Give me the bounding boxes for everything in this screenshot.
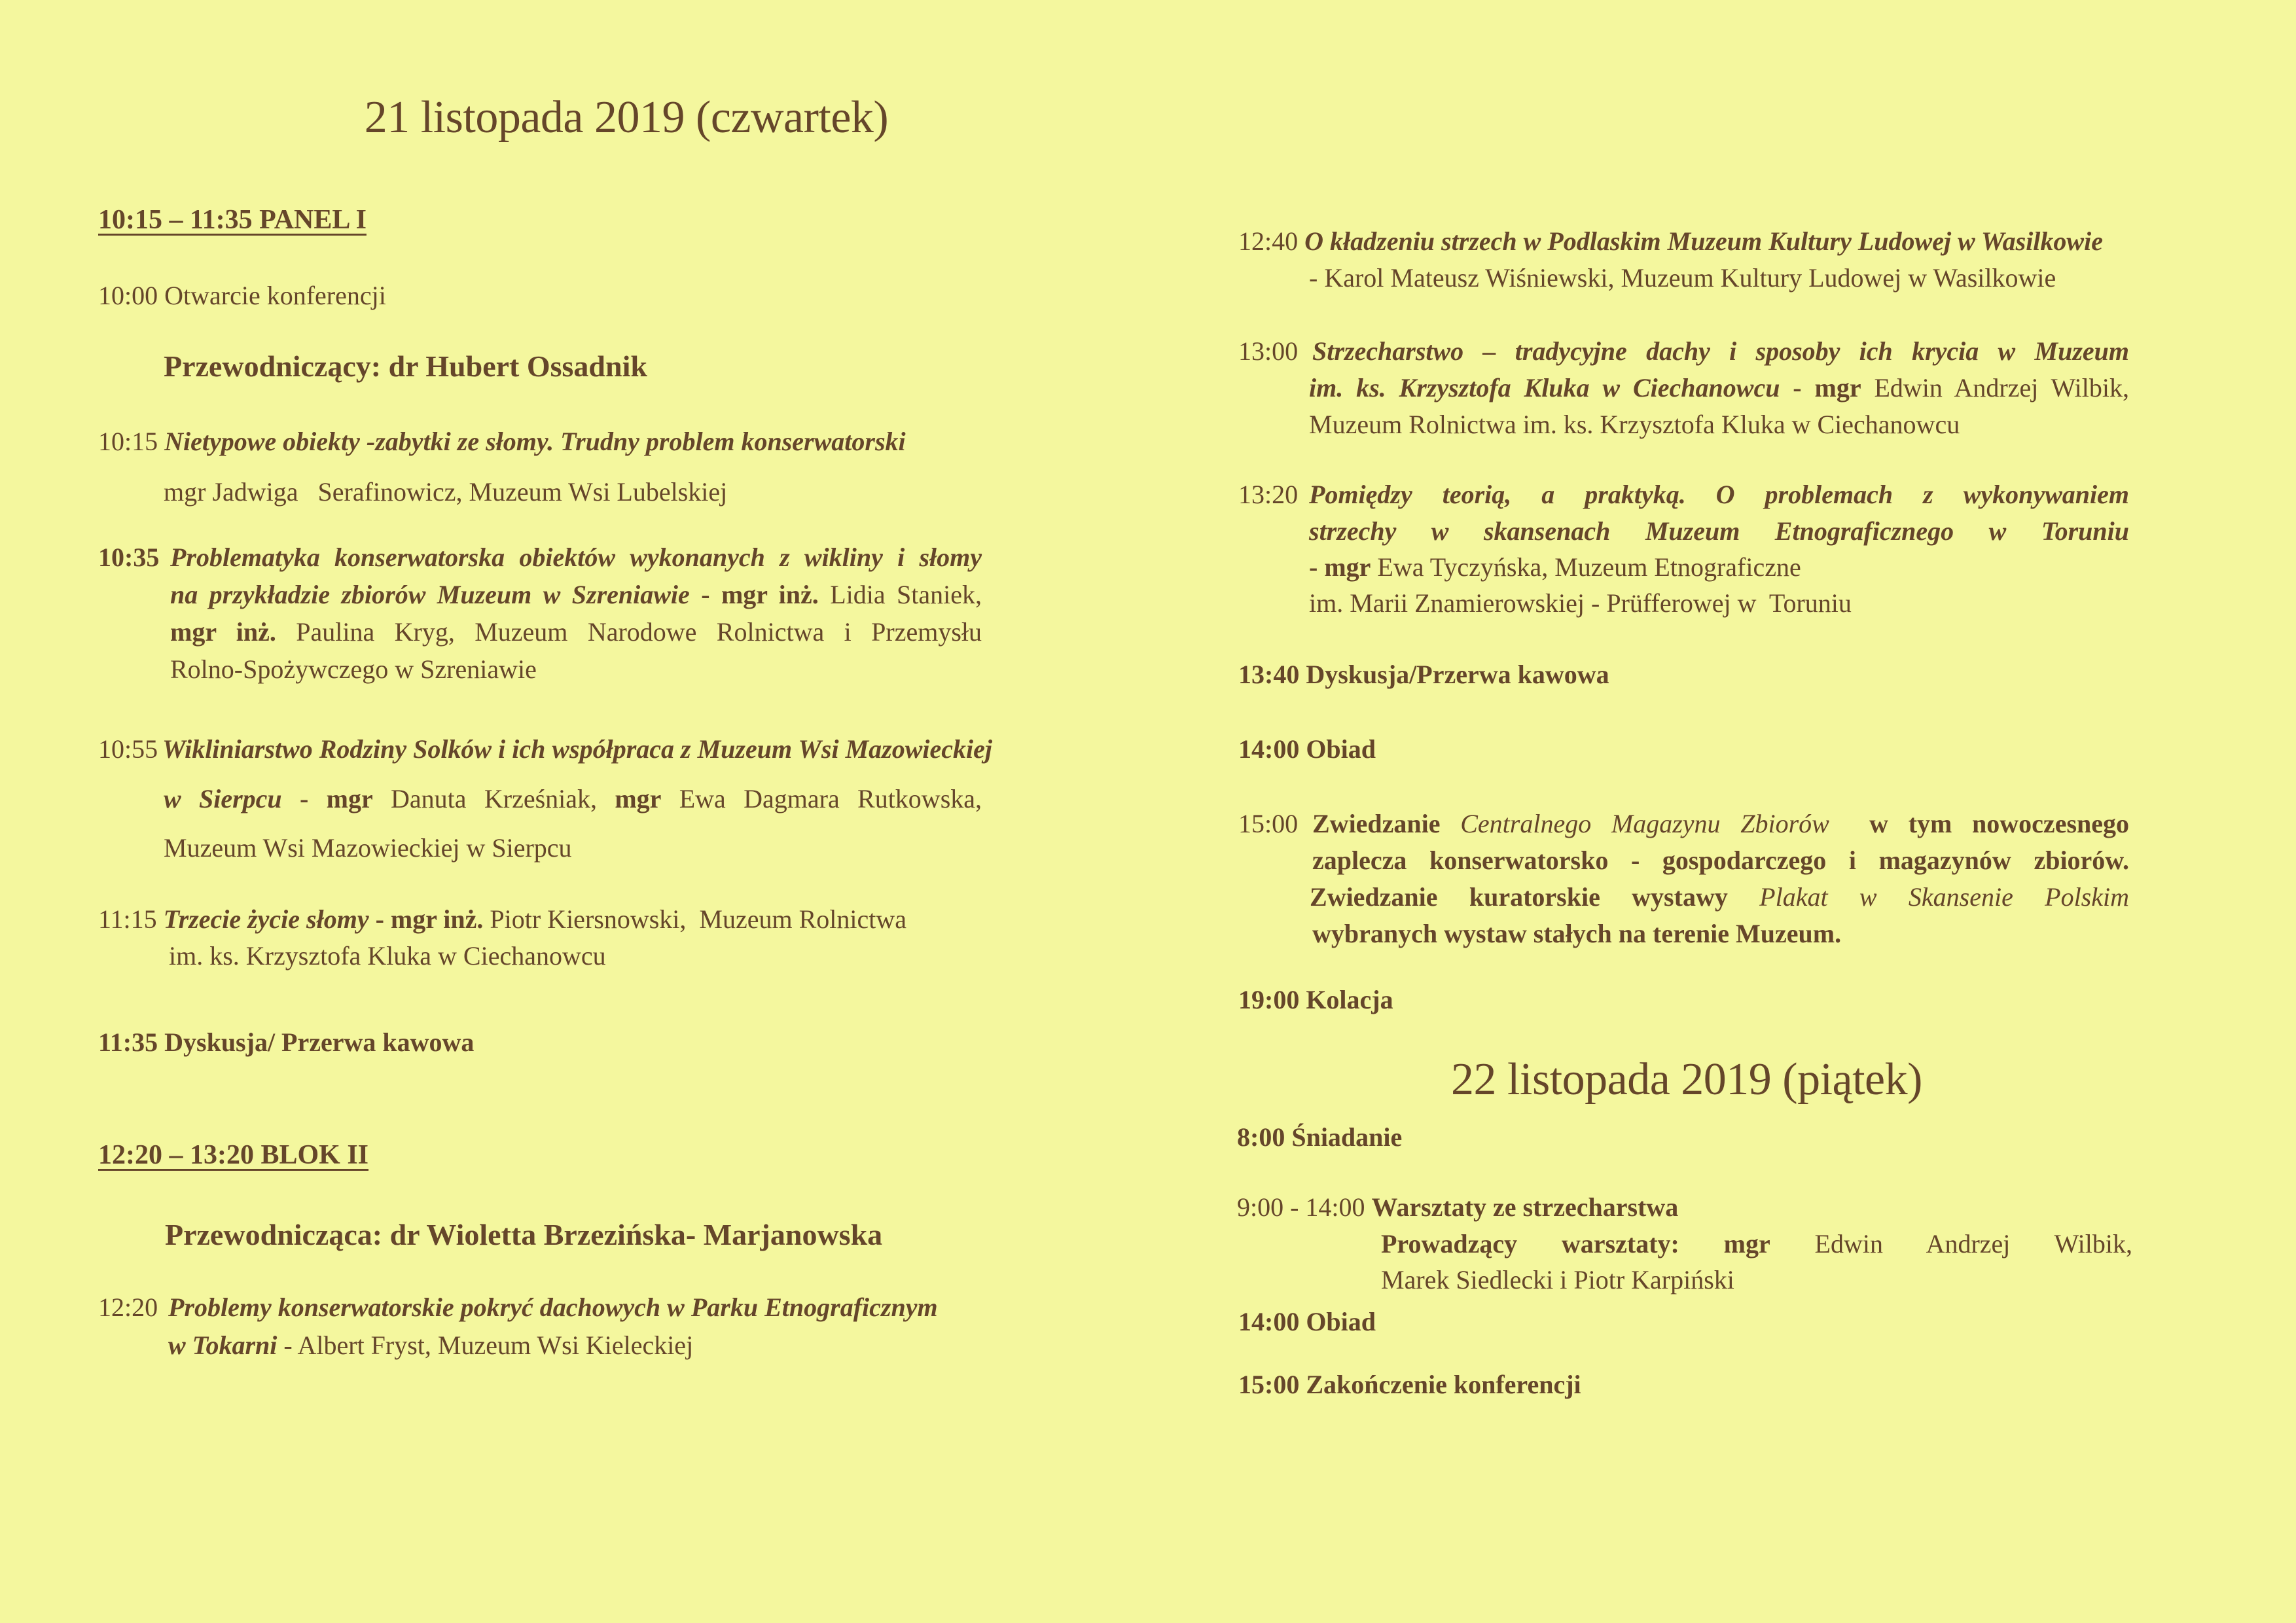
workshop-leaders-l1 [1381, 1231, 2132, 1267]
dinner: 19:00 Kolacja [1238, 985, 1393, 1014]
breakfast: 8:00 Śniadanie [1237, 1122, 1403, 1152]
workshop-leaders-l2: Marek Siedlecki i Piotr Karpiński [1381, 1265, 1734, 1294]
tour-exhibit-label: Zwiedzanie kuratorskie wystawy [1310, 882, 1728, 912]
sep: - [689, 580, 721, 609]
break-1340: 13:40 Dyskusja/Przerwa kawowa [1238, 660, 1609, 689]
speaker: Lidia Staniek, [818, 580, 982, 609]
sep: - [368, 904, 391, 934]
talk-1015-speaker [164, 479, 727, 505]
talk-affiliation: Rolno-Spożywczego w Szreniawie [170, 654, 537, 684]
tour-label: Zwiedzanie [1312, 809, 1441, 838]
tour-exhibit-title: Plakat w Skansenie Polskim [1759, 882, 2129, 912]
talk-title-cont [1309, 375, 2129, 412]
workshop-item [1237, 1194, 1678, 1221]
talk-1320 [1309, 482, 2129, 616]
talk-1220-time: 12:20 [98, 1293, 158, 1322]
talk-speaker [1309, 554, 2129, 590]
talk-title: O kładzeniu strzech w Podlaskim Muzeum Kultury Ludowej w Wasilkowie [1304, 226, 2103, 256]
talk-title-cont [170, 582, 982, 619]
talk-title: Strzecharstwo – tradycyjne dachy i sposoby ich krycia w Muzeum [1312, 336, 2129, 366]
degree: - mgr [1309, 552, 1371, 582]
block2-heading: 12:20 – 13:20 BLOK II [98, 1140, 369, 1170]
tour-time: 15:00 [1238, 809, 1299, 838]
workshop-leader: Edwin Andrzej Wilbik, [1814, 1229, 2132, 1258]
speaker: Danuta Krześniak, [372, 784, 615, 813]
talk-title-cont [164, 786, 982, 835]
speaker: Edwin Andrzej Wilbik, [1861, 373, 2129, 402]
talk-1240-speaker: - Karol Mateusz Wiśniewski, Muzeum Kultury Ludowej w Wasilkowie [1309, 263, 2056, 293]
speaker: Paulina Kryg, Muzeum Narodowe Rolnictwa i Przemysłu [276, 617, 982, 647]
speaker: Ewa Tyczyńska, Muzeum Etnograficzne [1371, 552, 1801, 582]
day1-title: 21 listopada 2019 (czwartek) [364, 92, 889, 143]
tour-line-3 [1310, 884, 2129, 921]
workshop-leaders-label: Prowadzący warsztaty: mgr [1381, 1229, 1770, 1258]
talk-title: Problemy konserwatorskie pokryć dachowych w Parku Etnograficznym [168, 1293, 938, 1322]
lunch-day2: 14:00 Obiad [1238, 1307, 1376, 1336]
speaker: Ewa Dagmara Rutkowska, [661, 784, 982, 813]
sep: - [281, 784, 327, 813]
talk-title-l2: w Tokarni [168, 1330, 278, 1360]
talk-title-l2: na przykładzie zbiorów Muzeum w Szreniawie [170, 580, 690, 609]
talk-1015 [98, 429, 906, 455]
degree: mgr [164, 477, 206, 507]
workshop-title: Warsztaty ze strzecharstwa [1371, 1192, 1679, 1222]
sep: - [1780, 373, 1815, 402]
break-1135: 11:35 Dyskusja/ Przerwa kawowa [98, 1027, 475, 1057]
degree: mgr [326, 784, 373, 813]
lunch-day1: 14:00 Obiad [1238, 734, 1376, 764]
opening-item: 10:00 Otwarcie konferencji [98, 281, 386, 310]
degree: mgr [615, 784, 662, 813]
talk-speaker-2 [170, 619, 982, 656]
talk-1055-time: 10:55 [98, 734, 158, 764]
speaker: Jadwiga Serafinowicz, Muzeum Wsi Lubelskiej [212, 477, 728, 507]
panel1-heading: 10:15 – 11:35 PANEL I [98, 205, 367, 235]
talk-title: Trzecie życie słomy [163, 904, 369, 934]
day2-title: 22 listopada 2019 (piątek) [1451, 1054, 1922, 1105]
talk-1300 [1309, 336, 2129, 439]
tour-line-1 [1312, 811, 2129, 847]
tour-item [1312, 811, 2129, 947]
talk-affiliation: im. Marii Znamierowskiej - Prüfferowej w Toruniu [1309, 588, 1852, 618]
talk-1220 [168, 1294, 938, 1359]
talk-1115-affiliation: im. ks. Krzysztofa Kluka w Ciechanowcu [169, 941, 606, 971]
degree: mgr inż. [170, 617, 276, 647]
talk-1300-time: 13:00 [1238, 336, 1299, 366]
workshop-leaders [1381, 1231, 2132, 1293]
talk-title: Pomiędzy teorią, a praktyką. O problemach z wykonywaniem [1309, 480, 2129, 509]
talk-title-l2: strzechy w skansenach Muzeum Etnograficznego w Toruniu [1309, 516, 2129, 546]
talk-time: 10:15 [98, 427, 158, 456]
talk-affiliation: Muzeum Wsi Mazowieckiej w Sierpcu [164, 833, 572, 863]
speaker: Piotr Kiersnowski, Muzeum Rolnictwa [483, 904, 906, 934]
talk-title-l2: im. ks. Krzysztofa Kluka w Ciechanowcu [1309, 373, 1780, 402]
talk-1320-time: 13:20 [1238, 480, 1299, 509]
talk-title: Nietypowe obiekty -zabytki ze słomy. Trudny problem konserwatorski [164, 427, 906, 456]
talk-title: Wikliniarstwo Rodziny Solków i ich współpraca z Muzeum Wsi Mazowieckiej [162, 734, 993, 764]
block2-chair: Przewodnicząca: dr Wioletta Brzezińska- Marjanowska [165, 1218, 883, 1251]
talk-1035 [170, 544, 982, 683]
workshop-time: 9:00 - 14:00 [1237, 1192, 1365, 1222]
talk-time: 11:15 [98, 904, 157, 934]
panel1-chair: Przewodniczący: dr Hubert Ossadnik [164, 349, 647, 383]
speaker: - Albert Fryst, Muzeum Wsi Kieleckiej [277, 1330, 694, 1360]
tour-desc: w tym nowoczesnego [1869, 809, 2130, 838]
degree: mgr inż. [721, 580, 819, 609]
degree: mgr [1814, 373, 1861, 402]
talk-1055 [162, 734, 993, 863]
tour-line-4: wybranych wystaw stałych na terenie Muzeum. [1312, 919, 1842, 948]
closing: 15:00 Zakończenie konferencji [1238, 1370, 1581, 1399]
talk-1035-time: 10:35 [98, 543, 160, 572]
talk-title-cont [168, 1332, 938, 1359]
talk-1115 [98, 906, 906, 933]
talk-title-l2: w Sierpcu [164, 784, 282, 813]
tour-venue: Centralnego Magazynu Zbiorów [1460, 809, 1829, 838]
talk-title: Problematyka konserwatorska obiektów wykonanych z wikliny i słomy [170, 543, 982, 572]
talk-affiliation: Muzeum Rolnictwa im. ks. Krzysztofa Kluka w Ciechanowcu [1309, 410, 1960, 439]
talk-1240 [1238, 228, 2103, 255]
talk-time: 12:40 [1238, 226, 1299, 256]
tour-line-2: zaplecza konserwatorsko - gospodarczego i magazynów zbiorów. [1312, 846, 2129, 875]
degree: mgr inż. [390, 904, 484, 934]
